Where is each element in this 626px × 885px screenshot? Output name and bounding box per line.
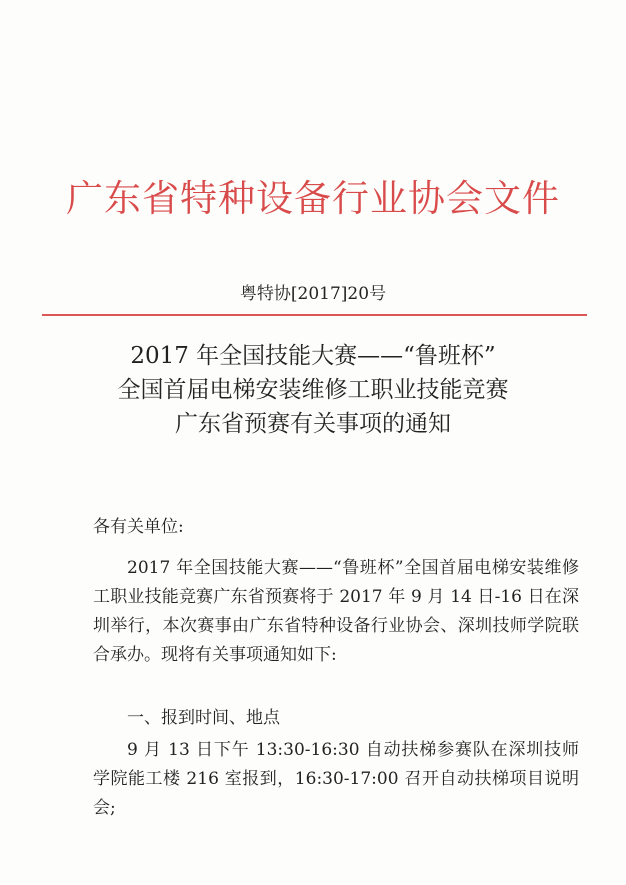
- body-paragraph-1: 2017 年全国技能大赛——“鲁班杯”全国首届电梯安装维修工职业技能竞赛广东省预赛将于 2017 年 9 月 14 日-16 日在深圳举行，本次赛事由广东省特种设备行业协会、深圳技师学院联合承办。现将有关事项通知如下:: [93, 558, 579, 665]
- document-number: 粤特协[2017]20号: [239, 284, 387, 304]
- salutation: 各有关单位:: [93, 517, 184, 537]
- notice-title: [0, 339, 626, 441]
- notice-title-line-3: 广东省预赛有关事项的通知: [175, 411, 451, 437]
- document-issuer-title: 广东省特种设备行业协会文件: [66, 177, 560, 220]
- notice-title-line-2: 全国首届电梯安装维修工职业技能竞赛: [117, 377, 509, 403]
- body-paragraph-2: 9 月 13 日下午 13:30-16:30 自动扶梯参赛队在深圳技师学院能工楼 216 室报到，16:30-17:00 召开自动扶梯项目说明会;: [93, 740, 579, 818]
- notice-title-line-1: 2017 年全国技能大赛——“鲁班杯”: [130, 343, 496, 369]
- header-divider-line: [42, 314, 587, 316]
- section-heading-registration: 一、报到时间、地点: [127, 708, 280, 728]
